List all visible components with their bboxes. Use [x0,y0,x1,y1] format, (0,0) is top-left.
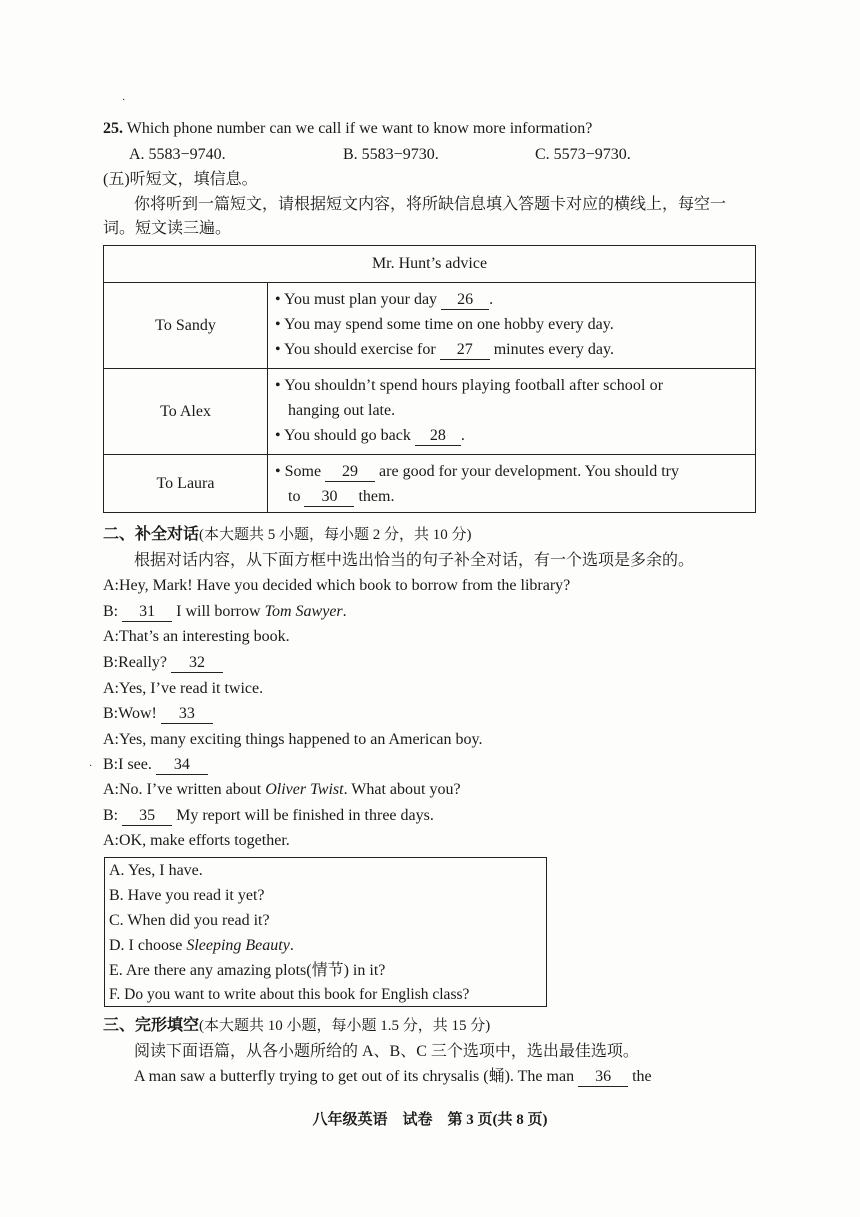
answer-blank-33[interactable]: 33 [161,705,213,724]
options-box [104,857,547,1007]
answer-blank-34[interactable]: 34 [156,756,208,775]
table-line: • You shouldn’t spend hours playing football after school or [275,377,664,394]
option-b: B. Have you read it yet? [109,887,265,904]
passage-line: A man saw a butterfly trying to get out of its chrysalis (蛹). The man 36 the [134,1068,652,1085]
part-3-instruction: 阅读下面语篇，从各小题所给的 A、B、C 三个选项中，选出最佳选项。 [134,1043,639,1060]
option-f: F. Do you want to write about this book for English class? [109,986,470,1003]
dialogue-line: A:OK, make efforts together. [103,832,290,849]
answer-blank-32[interactable]: 32 [171,654,223,673]
q25-option-a: A. 5583−9740. [129,146,226,163]
option-a: A. Yes, I have. [109,862,203,879]
table-line: • You should go back 28 . [275,427,465,444]
section-5-instruction-2: 词。短文读三遍。 [103,220,232,237]
option-e: E. Are there any amazing plots(情节) in it? [109,962,386,979]
dialogue-line: B:Really? 32 [103,653,223,673]
question-25 [103,119,592,139]
answer-blank-29[interactable]: 29 [325,463,375,482]
answer-blank-35[interactable]: 35 [122,807,172,826]
speck: · [89,761,93,772]
q25-option-c: C. 5573−9730. [535,146,631,163]
part-2-instruction: 根据对话内容，从下面方框中选出恰当的句子补全对话，有一个选项是多余的。 [134,552,695,569]
dialogue-line: A:No. I’ve written about Oliver Twist. What about you? [103,781,461,798]
table-line: • You should exercise for 27 minutes every day. [275,341,614,358]
dialogue-line: A:That’s an interesting book. [103,628,290,645]
question-number: 25. [103,120,123,137]
part-3-heading: 三、完形填空(本大题共 10 小题，每小题 1.5 分，共 15 分) [103,1017,491,1034]
row-label-sandy: To Sandy [155,317,216,334]
answer-blank-26[interactable]: 26 [441,291,489,310]
answer-blank-27[interactable]: 27 [440,341,490,360]
dialogue-line: B:Wow! 33 [103,704,213,724]
table-line: • You must plan your day 26 . [275,291,494,308]
table-divider [104,368,755,369]
dialogue-line: A:Hey, Mark! Have you decided which book to borrow from the library? [103,577,571,594]
dialogue-line: B: 35 My report will be finished in three days. [103,807,434,824]
answer-blank-31[interactable]: 31 [122,603,172,622]
section-5-heading: (五)听短文，填信息。 [103,171,258,188]
question-text: Which phone number can we call if we want to know more information? [126,120,593,137]
section-5-instruction-1: 你将听到一篇短文，请根据短文内容，将所缺信息填入答题卡对应的横线上，每空一 [134,196,727,213]
page-footer: 八年级英语 试卷 第 3 页(共 8 页) [312,1112,548,1128]
row-label-laura: To Laura [156,475,215,492]
advice-table [103,245,756,513]
dialogue-line: A:Yes, I’ve read it twice. [103,680,264,697]
speck: · [122,95,126,106]
row-label-alex: To Alex [160,403,211,420]
dialogue-line: B: 31 I will borrow Tom Sawyer. [103,603,347,620]
table-divider [104,282,755,283]
answer-blank-28[interactable]: 28 [415,427,461,446]
part-2-heading: 二、补全对话(本大题共 5 小题，每小题 2 分，共 10 分) [103,526,472,543]
dialogue-line: A:Yes, many exciting things happened to an American boy. [103,731,483,748]
answer-blank-36[interactable]: 36 [578,1068,628,1087]
table-line: hanging out late. [288,402,396,419]
dialogue-line: B:I see. 34 [103,755,208,775]
table-title: Mr. Hunt’s advice [371,255,488,272]
answer-blank-30[interactable]: 30 [304,488,354,507]
table-line: to 30 them. [288,488,395,505]
option-d: D. I choose Sleeping Beauty. [109,937,294,954]
option-c: C. When did you read it? [109,912,270,929]
q25-option-b: B. 5583−9730. [343,146,439,163]
table-divider [267,282,268,512]
table-line: • You may spend some time on one hobby every day. [275,316,614,333]
table-line: • Some 29 are good for your development. You should try [275,463,680,480]
table-divider [104,454,755,455]
